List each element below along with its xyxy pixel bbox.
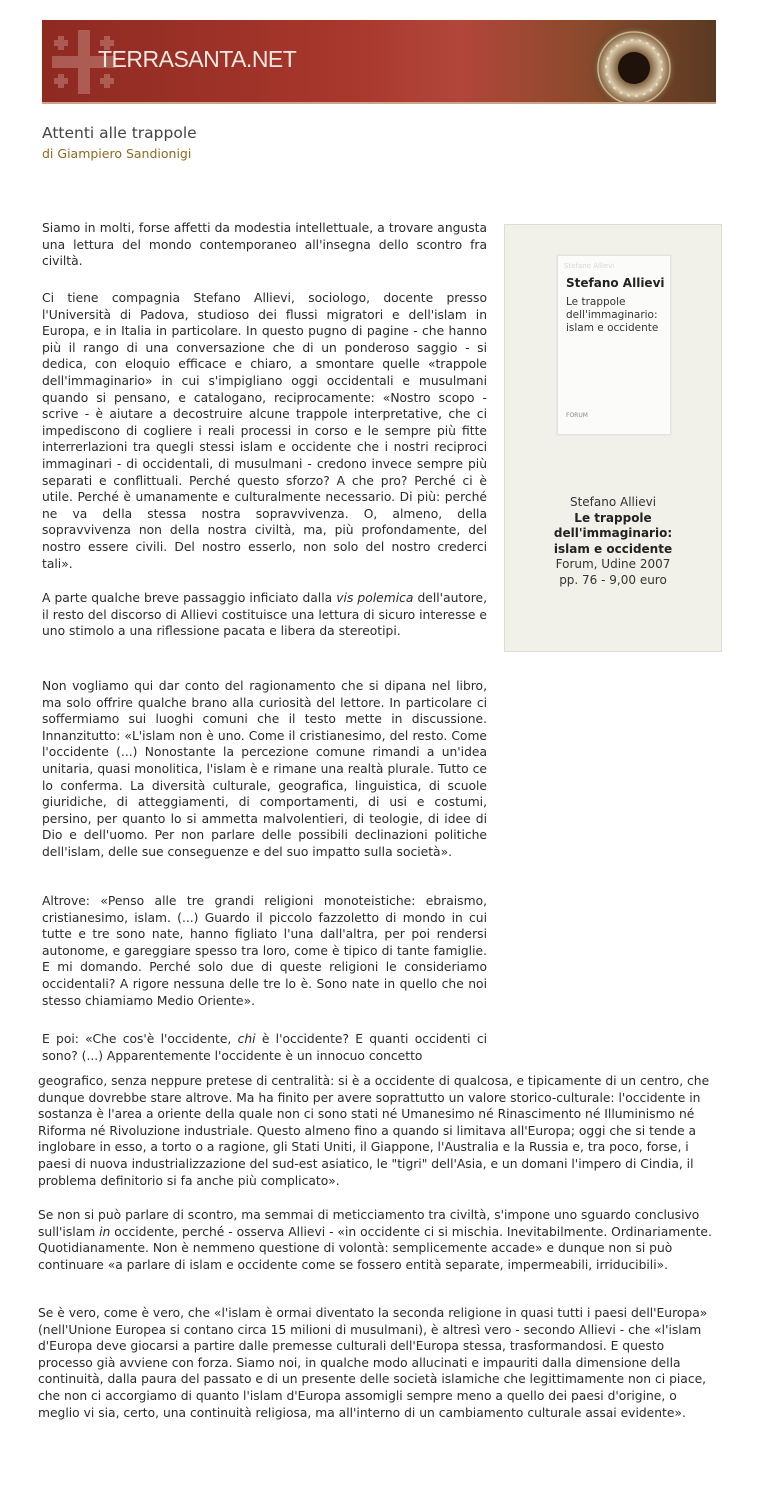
- paragraph-4: Non vogliamo qui dar conto del ragionamento che si dipana nel libro, ma solo offrire qualche brano alla curiosità del lettore. In particolare ci soffermiamo sui luoghi comuni che il testo mette in discussione. Innanzitutto: «L'islam non è uno. Come il cristianesimo, del resto. Come l'occidente (...) Nonostante la percezione comune rimandi a un'idea unitaria, quasi monolitica, l'islam è e rimane una realtà plurale. Tutto ce lo conferma. La diversità culturale, geografica, linguistica, di scuole giuridiche, di atteggiamenti, di comportamenti, di usi e costumi, persino, per quanto lo si ammetta malvolentieri, di teologie, di idee di Dio e dell'uomo. Per non parlare delle possibili declinazioni politiche dell'islam, delle sue conseguenze e del suo impatto sulla società».: [42, 679, 487, 859]
- cover-publisher: FORUM: [566, 412, 588, 419]
- book-cover-image[interactable]: [557, 255, 671, 435]
- paragraph-7: Se non si può parlare di scontro, ma semmai di meticciamento tra civiltà, s'impone uno sguardo conclusivo sull'islam in occidente, perché - osserva Allievi - «in occidente ci si mischia. Inevitabilmente. Ordinariamente. Quotidianamente. Non è nemmeno questione di volontà: semplicemente accade» e dunque non si può continuare «a parlare di islam e occidente come se fossero entità separate, impermeabili, irriducibili».: [38, 1208, 712, 1272]
- site-banner: [42, 20, 716, 104]
- caption-title-3: islam e occidente: [553, 541, 673, 556]
- caption-title-2: dell'immaginario:: [553, 526, 673, 540]
- italic-word: in: [99, 1224, 111, 1239]
- paragraph-3: A parte qualche breve passaggio inficiato dalla vis polemica dell'autore, il resto del discorso di Allievi costituisce una lettura di sicuro interesse e uno stimolo a una riflessione pacata e libera da stereotipi.: [42, 591, 487, 639]
- book-info-box: [504, 224, 722, 652]
- paragraph-6-continued: geografico, senza neppure pretese di centralità: si è a occidente di qualcosa, e tipicamente di un centro, che dunque dovrebbe stare altrove. Ma ha finito per avere soprattutto un valore storico-culturale: l'occidente in sostanza è l'area a oriente della quale non ci sono stati né Umanesimo né Rinascimento né Illuminismo né Riforma né Rivoluzione industriale. Questo almeno fino a quando si limitava all'Europa; oggi che si tende a inglobare in esso, a torto o a ragione, gli Stati Uniti, il Giappone, l'Australia e la Russia e, tra poco, forse, i paesi di nuova industrializzazione del sud-est asiatico, le "tigri" dell'Asia, e un domani l'impero di Cindia, il problema definitorio si fa anche più complicato».: [38, 1074, 710, 1188]
- caption-author: Stefano Allievi: [569, 495, 657, 509]
- caption-publisher: Forum, Udine 2007: [555, 557, 671, 571]
- caption-title-1: Le trappole: [574, 510, 652, 525]
- book-caption: [505, 495, 721, 588]
- site-logo[interactable]: TERRASANTA.NET: [98, 46, 297, 72]
- silver-star-ornament-icon: [572, 20, 716, 102]
- article-author: di Giampiero Sandionigi: [42, 146, 192, 161]
- italic-word: chi: [237, 1032, 256, 1046]
- cover-author: Stefano Allievi: [566, 276, 665, 290]
- cover-top-strip: Stefano Allievi: [564, 262, 615, 270]
- article-title: Attenti alle trappole: [42, 124, 197, 142]
- paragraph-6-start: E poi: «Che cos'è l'occidente, chi è l'occidente? E quanti occidenti ci sono? (...) Apparentemente l'occidente è un innocuo concetto: [42, 1032, 488, 1063]
- italic-phrase: vis polemica: [336, 591, 414, 605]
- cover-title: Le trappole dell'immaginario: islam e occidente: [566, 296, 659, 334]
- paragraph-5: Altrove: «Penso alle tre grandi religioni monoteistiche: ebraismo, cristianesimo, islam. (...) Guardo il piccolo fazzoletto di mondo in cui tutte e tre sono nate, hanno figliato l'una dall'altra, per poi rendersi autonome, e gareggiare spesso tra loro, come è tipico di tante famiglie. E mi domando. Perché solo due di queste religioni le consideriamo occidentali? A rigore nessuna delle tre lo è. Sono nate in quello che noi stesso chiamiamo Medio Oriente».: [42, 894, 487, 1008]
- paragraph-8: Se è vero, come è vero, che «l'islam è ormai diventato la seconda religione in quasi tutti i paesi dell'Europa» (nell'Unione Europea si contano circa 15 milioni di musulmani), è altresì vero - secondo Allievi - che «l'islam d'Europa deve giocarsi a partire dalle premesse culturali dell'Europa stessa, trasformandosi. E questo processo già avviene con forza. Siamo noi, in qualche modo allucinati e impauriti dalla dimensione della continuità, dalla paura del passato e di un presente delle società islamiche che legittimamente non ci piace, che non ci accorgiamo di quanto l'islam d'Europa assomigli sempre meno a quello dei paesi d'origine, o meglio vi sia, certo, una continuità religiosa, ma all'interno di un cambiamento culturale assai evidente».: [38, 1306, 708, 1420]
- caption-price: pp. 76 - 9,00 euro: [559, 572, 667, 587]
- paragraph-1: Siamo in molti, forse affetti da modestia intellettuale, a trovare angusta una lettura del mondo contemporaneo all'insegna dello scontro fra civiltà.: [42, 221, 487, 269]
- paragraph-2: Ci tiene compagnia Stefano Allievi, sociologo, docente presso l'Università di Padova, studioso dei flussi migratori e dell'islam in Europa, e in Italia in particolare. In questo pugno di pagine - che hanno più il rango di una conversazione che di un ponderoso saggio - si dedica, con eloquio efficace e chiaro, a smontare quelle «trappole dell'immaginario» in cui s'impigliano oggi occidentali e musulmani quando si pensano, e catalogano, reciprocamente: «Nostro scopo - scrive - è aiutare a decostruire alcune trappole interpretative, che ci impediscono di cogliere i reali processi in corso e le sempre più fitte interrerlazioni tra quegli stessi islam e occidente che i nostri reciproci immaginari - di occidentali, di musulmani - credono invece sempre più separati e conflittuali. Perché questo sforzo? A che pro? Perché ci è utile. Perché è umanamente e culturalmente necessario. Di più: perché ne va della stessa nostra sopravvivenza. O, almeno, della sopravvivenza non della nostra civiltà, ma, più profondamente, del nostro essere civili. Del nostro esserlo, non solo del nostro crederci tali».: [42, 291, 487, 571]
